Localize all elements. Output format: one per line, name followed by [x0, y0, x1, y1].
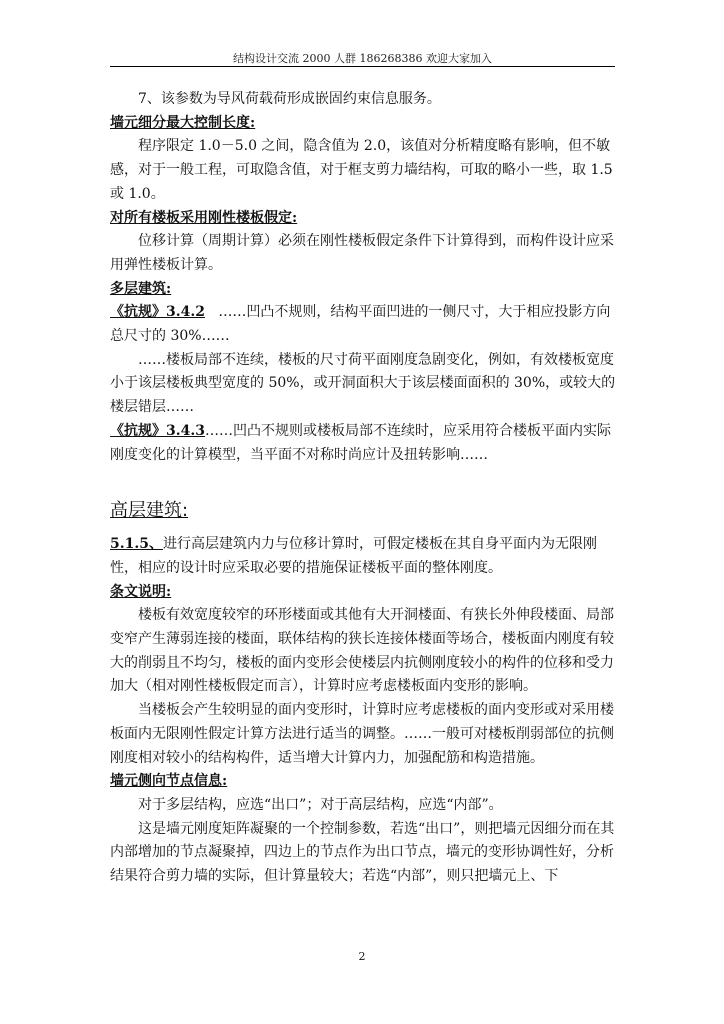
page-number: 2	[358, 950, 366, 963]
paragraph-item-7: 7、该参数为导风荷载荷形成嵌固约束信息服务。	[138, 91, 441, 107]
paragraph-floor-discontinuity: ……楼板局部不连续，楼板的尺寸荷平面刚度急剧变化，例如，有效楼板宽度小于该层楼板典型宽度的 50%，或开洞面积大于该层楼面面积的 30%，或较大的楼层错层……	[110, 351, 616, 416]
paragraph-wall-node-2: 这是墙元刚度矩阵凝聚的一个控制参数，若选“出口”，则把墙元因细分而在其内部增加的节点凝聚掉，四边上的节点作为出口节点，墙元的变形协调性好，分析结果符合剪力墙的实际，但计算量较大；若选“内部”，则只把墙元上、下	[110, 820, 615, 885]
header-rule	[110, 66, 615, 67]
page-header: 结构设计交流 2000 人群 186268386 欢迎大家加入	[233, 52, 492, 65]
paragraph-code-3-4-2	[110, 301, 616, 348]
paragraph-text: ……凹凸不规则，结构平面凹进的一侧尺寸，大于相应投影方向总尺寸的 30%……	[110, 304, 611, 345]
code-reference: 《抗规》3.4.2	[110, 304, 205, 321]
code-reference: 《抗规》3.4.3	[110, 422, 205, 439]
section-heading-highrise: 高层建筑:	[110, 500, 189, 522]
code-reference: 5.1.5、	[110, 536, 163, 553]
section-heading-rigid-floor: 对所有楼板采用刚性楼板假定:	[110, 209, 298, 226]
section-heading-multistory: 多层建筑:	[110, 280, 172, 297]
paragraph-commentary-1: 楼板有效宽度较窄的环形楼面或其他有大开洞楼面、有狭长外伸段楼面、局部变窄产生薄弱连接的楼面，联体结构的狭长连接体楼面等场合，楼板面内刚度有较大的削弱且不均匀，楼板的面内变形会使楼层内抗侧刚度较小的构件的位移和受力加大（相对刚性楼板假定而言），计算时应考虑楼板面内变形的影响。	[110, 607, 614, 695]
paragraph-wall-length: 程序限定 1.0－5.0 之间，隐含值为 2.0，该值对分析精度略有影响，但不敏感，对于一般工程，可取隐含值，对于框支剪力墙结构，可取的略小一些，取 1.5 或 1.0。	[110, 138, 613, 202]
paragraph-rigid-floor: 位移计算（周期计算）必须在刚性楼板假定条件下计算得到，而构件设计应采用弹性楼板计算。	[110, 233, 614, 273]
section-heading-wall-node: 墙元侧向节点信息:	[110, 773, 228, 790]
paragraph-wall-node-1: 对于多层结构，应选“出口”；对于高层结构，应选“内部”。	[138, 796, 503, 813]
paragraph-commentary-2: 当楼板会产生较明显的面内变形时，计算时应考虑楼板的面内变形或对采用楼板面内无限刚性假定计算方法进行适当的调整。……一般可对楼板削弱部位的抗侧刚度相对较小的结构构件，适当增大计算内力，加强配筋和构造措施。	[110, 702, 614, 766]
paragraph-code-5-1-5	[110, 533, 616, 580]
paragraph-text: 进行高层建筑内力与位移计算时，可假定楼板在其自身平面内为无限刚性，相应的设计时应采取必要的措施保证楼板平面的整体刚度。	[110, 536, 597, 576]
section-heading-wall-length: 墙元细分最大控制长度:	[110, 114, 256, 131]
document-body	[110, 88, 616, 889]
paragraph-code-3-4-3	[110, 420, 616, 467]
section-heading-commentary: 条文说明:	[110, 583, 172, 600]
paragraph-text: ……凹凸不规则或楼板局部不连续时，应采用符合楼板平面内实际刚度变化的计算模型，当平面不对称时尚应计及扭转影响……	[110, 422, 611, 463]
